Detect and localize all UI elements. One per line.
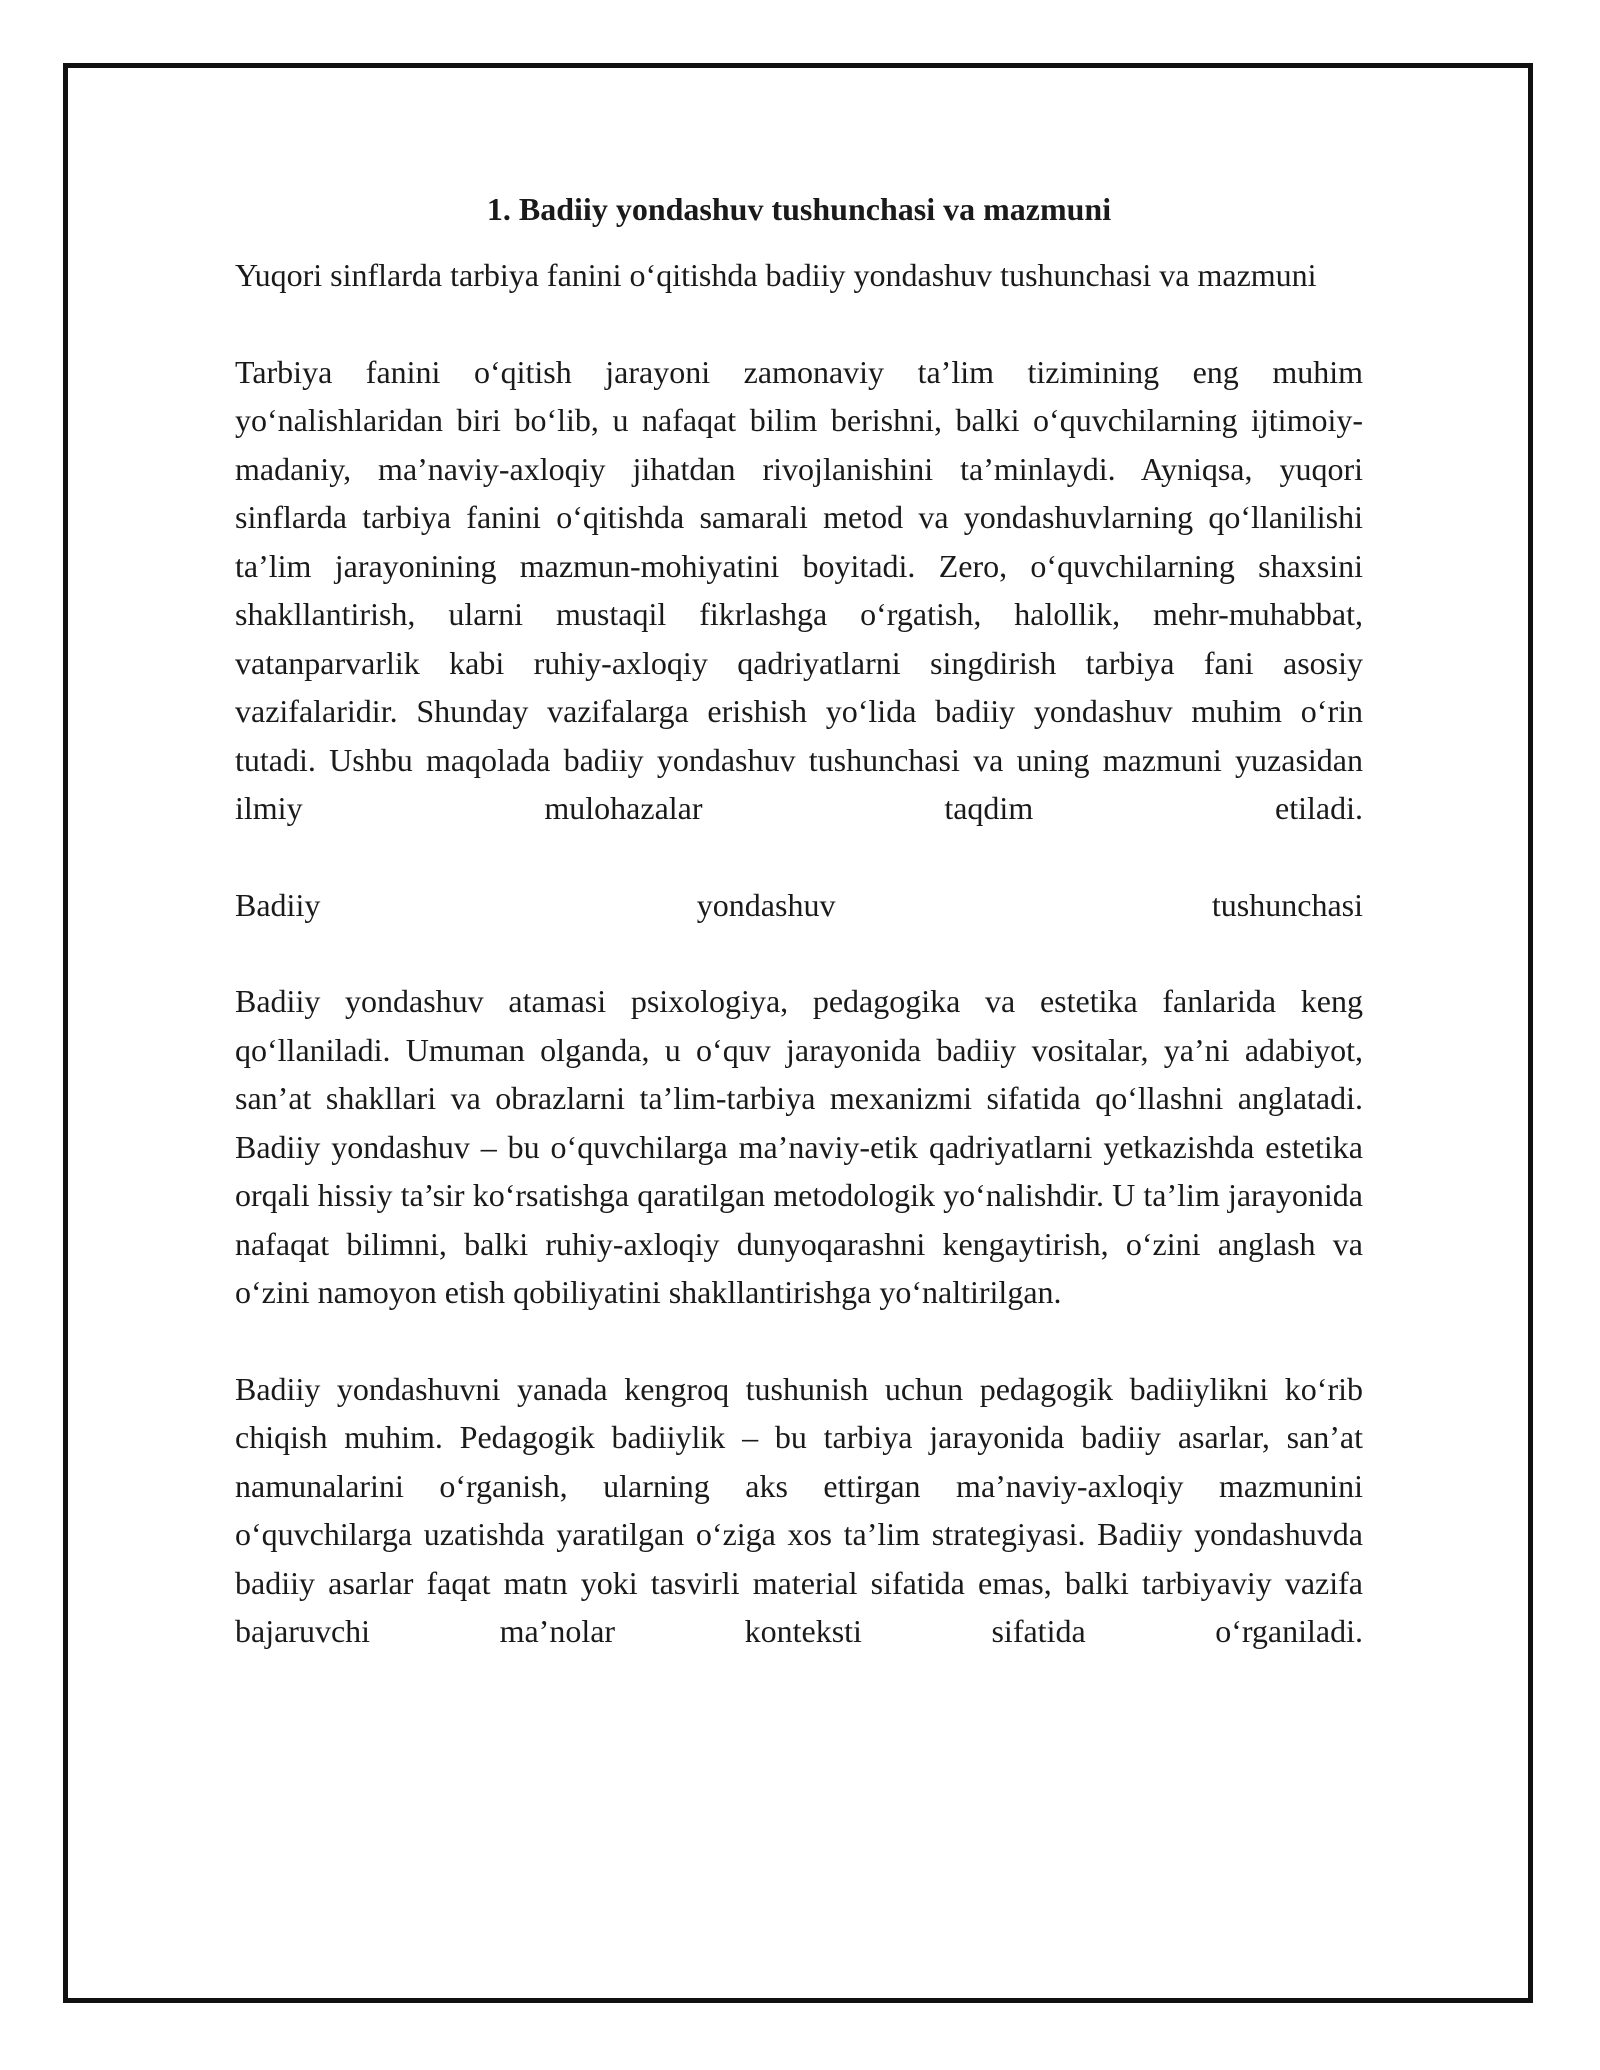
paragraph-2: Badiiy yondashuv atamasi psixologiya, pedagogika va estetika fanlarida keng qo‘llaniladi. Umuman olganda, u o‘quv jarayonida badiiy vositalar, ya’ni adabiyot, san’at shakllari va obrazlarni ta’lim-tarbiya mexanizmi sifatida qo‘llashni anglatadi. Badiiy yondashuv – bu o‘quvchilarga ma’naviy-etik qadriyatlarni yetkazishda estetika orqali hissiy ta’sir ko‘rsatishga qaratilgan metodologik yo‘nalishdir. U ta’lim jarayonida nafaqat bilimni, balki ruhiy-axloqiy dunyoqarashni kengaytirish, o‘zini anglash va o‘zini namoyon etish qobiliyatini shakllantirishga yo‘naltirilgan. [235, 983, 1363, 1310]
document-body [235, 185, 1363, 1704]
section-title: 1. Badiiy yondashuv tushunchasi va mazmuni [486, 191, 1112, 227]
paragraph-1: Tarbiya fanini o‘qitish jarayoni zamonaviy ta’lim tizimining eng muhim yo‘nalishlaridan biri bo‘lib, u nafaqat bilim berishni, balki o‘quvchilarning ijtimoiy-madaniy, ma’naviy-axloqiy jihatdan rivojlanishini ta’minlaydi. Ayniqsa, yuqori sinflarda tarbiya fanini o‘qitishda samarali metod va yondashuvlarning qo‘llanilishi ta’lim jarayonining mazmun-mohiyatini boyitadi. Zero, o‘quvchilarning shaxsini shakllantirish, ularni mustaqil fikrlashga o‘rgatish, halollik, mehr-muhabbat, vatanparvarlik kabi ruhiy-axloqiy qadriyatlarni singdirish tarbiya fani asosiy vazifalaridir. Shunday vazifalarga erishish yo‘lida badiiy yondashuv muhim o‘rin tutadi. Ushbu maqolada badiiy yondashuv tushunchasi va uning mazmuni yuzasidan ilmiy mulohazalar taqdim etiladi. [235, 353, 1363, 826]
paragraph-3: Badiiy yondashuvni yanada kengroq tushunish uchun pedagogik badiiylikni ko‘rib chiqish muhim. Pedagogik badiiylik – bu tarbiya jarayonida badiiy asarlar, san’at namunalarini o‘rganish, ularning aks ettirgan ma’naviy-axloqiy mazmunini o‘quvchilarga uzatishda yaratilgan o‘ziga xos ta’lim strategiyasi. Badiiy yondashuvda badiiy asarlar faqat matn yoki tasvirli material sifatida emas, balki tarbiyaviy vazifa bajaruvchi ma’nolar konteksti sifatida o‘rganiladi. [235, 1370, 1363, 1649]
paragraph-intro: Yuqori sinflarda tarbiya fanini o‘qitishda badiiy yondashuv tushunchasi va mazmuni [235, 257, 1317, 293]
subheading-paragraph: Badiiy yondashuv tushunchasi [235, 886, 1363, 923]
